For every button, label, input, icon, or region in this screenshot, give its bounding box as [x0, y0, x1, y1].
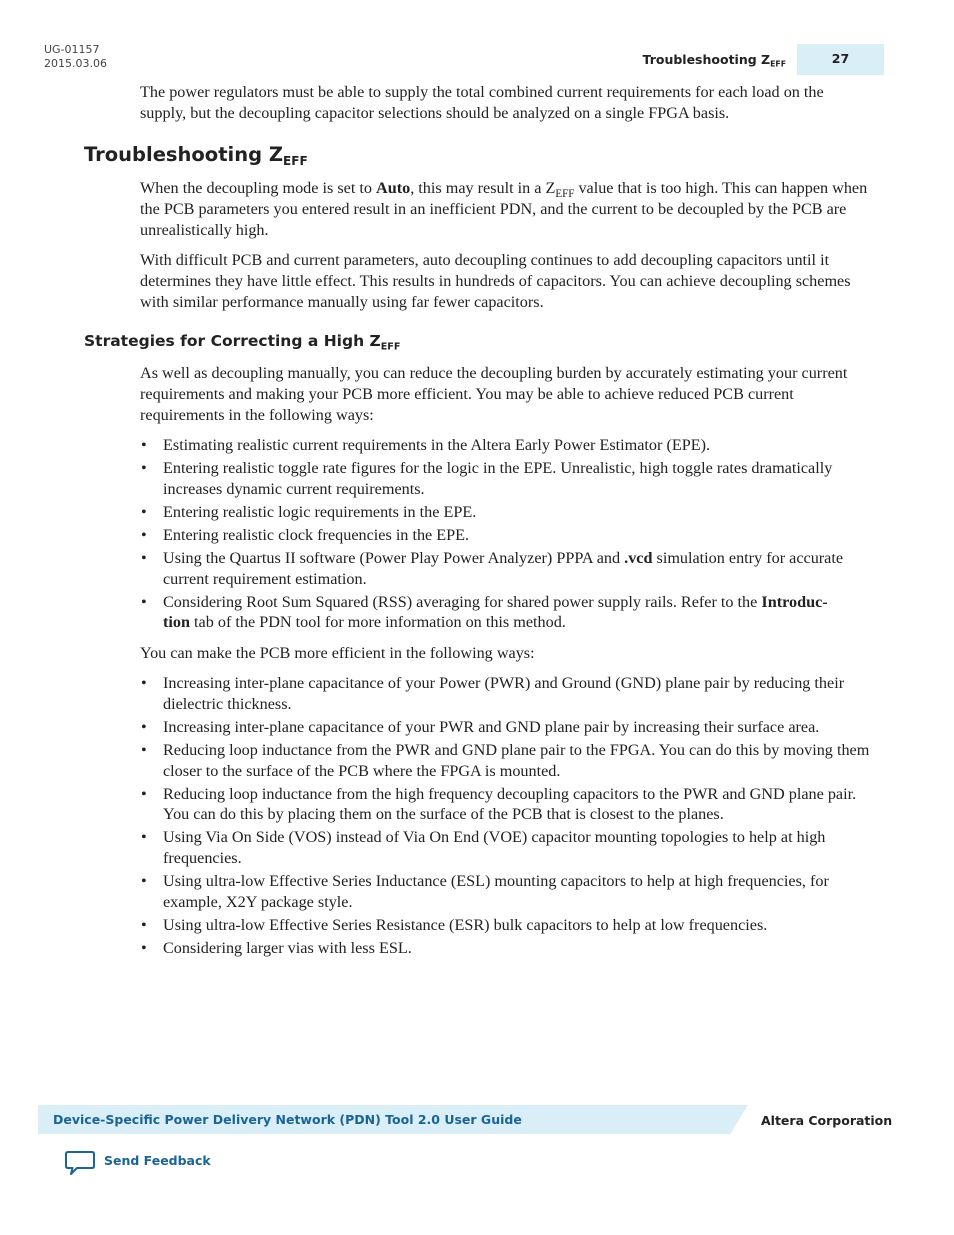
page-number: 27 — [797, 44, 884, 75]
running-title-subscript: EFF — [770, 59, 786, 69]
heading-subscript: EFF — [380, 341, 401, 353]
list-item: • Increasing inter-plane capacitance of your Power (PWR) and Ground (GND) plane pair by reducing their dielectric thickness. — [140, 673, 872, 715]
bold-term-introduction: Introduc- — [761, 592, 828, 611]
pcb-efficiency-list — [140, 673, 872, 961]
list-item: • Using Via On Side (VOS) instead of Via On End (VOE) capacitor mounting topologies to help at high frequencies. — [140, 827, 872, 869]
text-run: value that is too high. This can happen when the PCB parameters you entered result in an inefficient PDN, and the current to be decoupled by the PCB are unrealistically high. — [140, 179, 868, 239]
section1-paragraph-2: With difficult PCB and current parameters, auto decoupling continues to add decoupling capacitors until it determines they have little effect. This results in hundreds of capacitors. You can achieve decoupling schemes with similar performance manually using far fewer capacitors. — [140, 251, 851, 311]
section2-paragraph-2: You can make the PCB more efficient in the following ways: — [140, 644, 535, 662]
list-item: • Reducing loop inductance from the PWR and GND plane pair to the FPGA. You can do this by moving them closer to the surface of the PCB where the FPGA is mounted. — [140, 740, 872, 782]
speech-bubble-icon[interactable] — [65, 1150, 95, 1176]
list-item: • Increasing inter-plane capacitance of your PWR and GND plane pair by increasing their surface area. — [140, 717, 872, 738]
text-run: Using the Quartus II software (Power Play Power Analyzer) PPPA and — [163, 548, 625, 567]
subsection-heading-strategies — [84, 332, 401, 353]
section2-paragraph-1: As well as decoupling manually, you can reduce the decoupling burden by accurately estimating your current requirements and making your PCB more efficient. You may be able to achieve reduced PCB current requirements in the following ways: — [140, 364, 848, 424]
document-number: UG-01157 — [44, 43, 100, 56]
list-item: • Entering realistic logic requirements in the EPE. — [140, 502, 872, 523]
send-feedback-link[interactable]: Send Feedback — [104, 1153, 211, 1168]
bold-term-introduction-cont: tion — [163, 613, 190, 632]
pcb-current-requirements-list — [140, 435, 872, 635]
footer-guide-title: Device-Specific Power Delivery Network (PDN) Tool 2.0 User Guide — [53, 1112, 522, 1127]
running-title — [643, 52, 786, 67]
list-item: • Reducing loop inductance from the high frequency decoupling capacitors to the PWR and GND plane pair. You can do this by placing them on the surface of the PCB that is closest to the planes. — [140, 784, 872, 826]
bold-term-vcd: .vcd — [624, 548, 653, 567]
document-date: 2015.03.06 — [44, 57, 107, 70]
heading-text: Troubleshooting Z — [84, 143, 283, 166]
text-run: , this may result in a Z — [410, 179, 556, 197]
bold-term-auto: Auto — [376, 179, 411, 197]
footer-corporation: Altera Corporation — [761, 1113, 893, 1128]
document-id-block — [44, 43, 107, 71]
list-item: • Entering realistic clock frequencies in the EPE. — [140, 525, 872, 546]
list-item: • Entering realistic toggle rate figures for the logic in the EPE. Unrealistic, high toggle rates dramatically increases dynamic current requirements. — [140, 458, 872, 500]
section1-paragraph-1 — [140, 178, 872, 240]
section-heading-troubleshooting — [84, 143, 308, 169]
list-item — [140, 548, 872, 590]
list-item: • Using ultra-low Effective Series Resistance (ESR) bulk capacitors to help at low frequencies. — [140, 915, 872, 936]
heading-subscript: EFF — [282, 154, 308, 169]
text-run: Considering Root Sum Squared (RSS) averaging for shared power supply rails. Refer to the — [163, 592, 762, 611]
text-run: tab of the PDN tool for more information on this method. — [190, 613, 566, 632]
list-item: • Using ultra-low Effective Series Inductance (ESL) mounting capacitors to help at high frequencies, for example, X2Y package style. — [140, 871, 872, 913]
text-run: simulation entry for accurate current requirement estimation. — [163, 548, 844, 588]
intro-paragraph: The power regulators must be able to supply the total combined current requirements for each load on the supply, but the decoupling capacitor selections should be analyzed on a single FPGA basis. — [140, 83, 824, 122]
list-item: • Estimating realistic current requirements in the Altera Early Power Estimator (EPE). — [140, 435, 872, 456]
text-run: When the decoupling mode is set to — [140, 179, 377, 197]
heading-text: Strategies for Correcting a High Z — [84, 332, 381, 350]
running-title-text: Troubleshooting Z — [642, 52, 771, 67]
subscript-eff: EFF — [555, 187, 575, 200]
list-item: • Considering larger vias with less ESL. — [140, 938, 872, 959]
list-item — [140, 592, 872, 634]
